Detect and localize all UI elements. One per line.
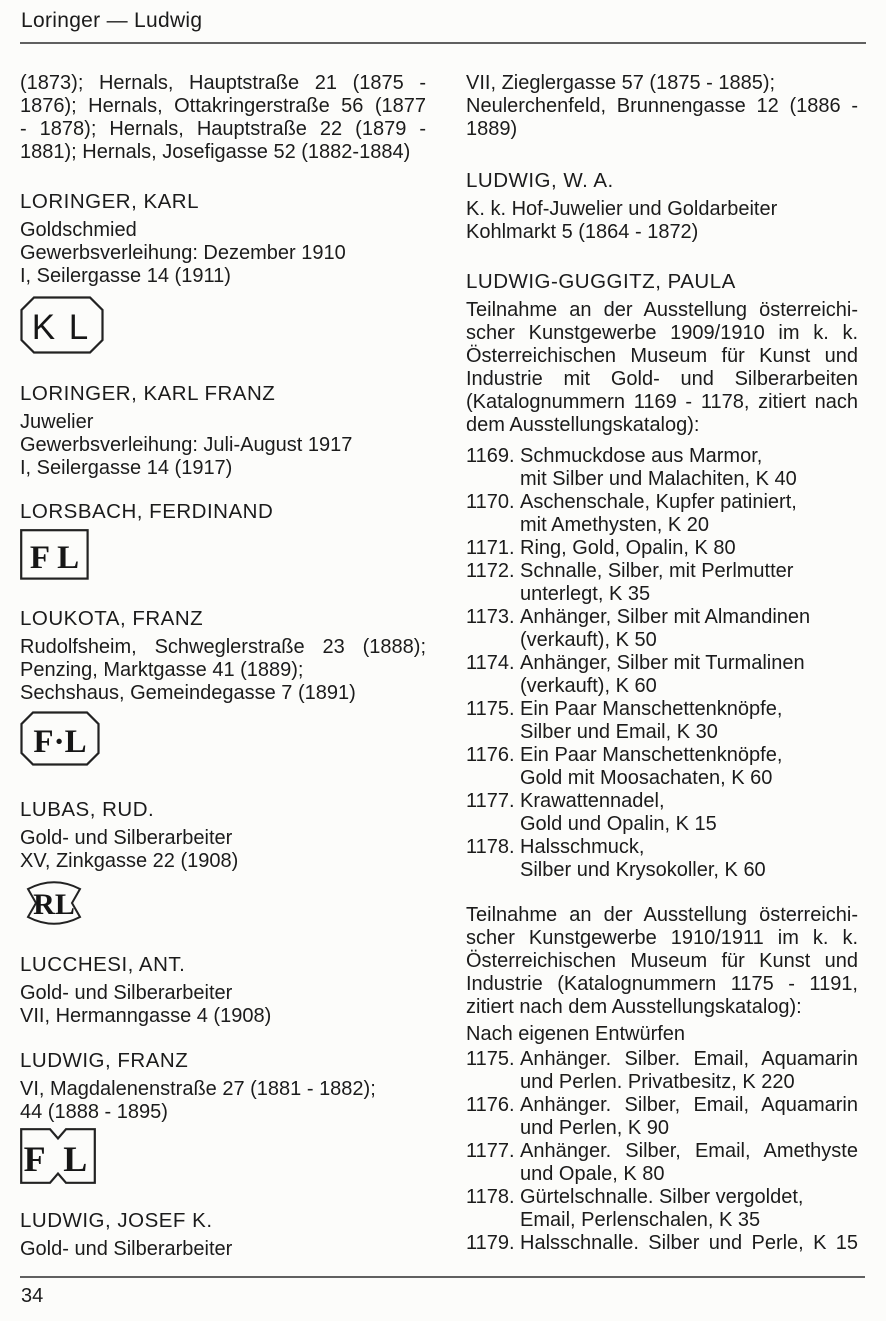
- catalog-item: [466, 1232, 858, 1255]
- paragraph-line: Österreichischen Museum für Kunst und: [466, 950, 858, 972]
- catalog-item: [466, 836, 858, 882]
- mark-letters: K L: [31, 308, 91, 347]
- paragraph-line: Teilnahme an der Ausstellung österreichi-: [466, 299, 858, 321]
- catalog-line: Schmuckdose aus Marmor,: [520, 445, 763, 467]
- makers-mark-fl-rectangle: [20, 529, 89, 580]
- paragraph-line: (1873); Hernals, Hauptstraße 21 (1875 -: [20, 72, 426, 94]
- catalog-item: [466, 1186, 858, 1232]
- catalog-line: unterlegt, K 35: [520, 583, 651, 605]
- catalog-number: 1175.: [466, 1048, 515, 1070]
- catalog-item: [466, 606, 858, 652]
- exhibition-paragraph-1909-1910: [466, 299, 858, 437]
- entry-loringer-karl: [20, 190, 426, 354]
- catalog-item: [466, 698, 858, 744]
- catalog-line: und Perlen. Privatbesitz, K 220: [520, 1071, 795, 1093]
- catalog-item: [466, 652, 858, 698]
- catalog-line: Gold mit Moosachaten, K 60: [520, 767, 773, 789]
- entry-line: Gold- und Silberarbeiter: [20, 1238, 233, 1260]
- catalog-number: 1171.: [466, 537, 515, 559]
- entry-name: LORINGER, KARL FRANZ: [20, 382, 276, 405]
- catalog-number: 1177.: [466, 1140, 515, 1162]
- entry-line: I, Seilergasse 14 (1917): [20, 457, 233, 479]
- catalog-line: Anhänger. Silber, Email, Aquamarin: [520, 1094, 858, 1116]
- entry-line: XV, Zinkgasse 22 (1908): [20, 850, 239, 872]
- entry-name: LOUKOTA, FRANZ: [20, 607, 204, 630]
- entry-line: Kohlmarkt 5 (1864 - 1872): [466, 221, 699, 243]
- catalog-line: Silber und Email, K 30: [520, 721, 718, 743]
- right-column: [466, 72, 858, 1261]
- entry-line: Rudolfsheim, Schweglerstraße 23 (1888);: [20, 636, 426, 658]
- entry-name: LUDWIG, W. A.: [466, 169, 614, 192]
- footer-rule: [20, 1276, 865, 1278]
- paragraph-line: Österreichischen Museum für Kunst und: [466, 345, 858, 367]
- makers-mark-fl-dot-octagon: [20, 711, 100, 766]
- catalog-line: und Perlen, K 90: [520, 1117, 669, 1139]
- catalog-number: 1169.: [466, 445, 515, 467]
- catalog-line: mit Amethysten, K 20: [520, 514, 709, 536]
- entry-line: VII, Hermanngasse 4 (1908): [20, 1005, 272, 1027]
- paragraph-line: - 1878); Hernals, Hauptstraße 22 (1879 -: [20, 118, 426, 140]
- catalog-line: (verkauft), K 60: [520, 675, 657, 697]
- entry-ludwig-guggitz-paula: [466, 270, 858, 1255]
- catalog-line: Gürtelschnalle. Silber vergoldet,: [520, 1186, 804, 1208]
- catalog-item: [466, 491, 858, 537]
- catalog-line: und Opale, K 80: [520, 1163, 665, 1185]
- catalog-line: Schnalle, Silber, mit Perlmutter: [520, 560, 794, 582]
- text-columns: [20, 72, 858, 1261]
- entry-name: LUDWIG, JOSEF K.: [20, 1209, 213, 1232]
- catalog-list-1: [466, 445, 858, 882]
- entry-name: LUCCHESI, ANT.: [20, 953, 186, 976]
- paragraph-line: Neulerchenfeld, Brunnengasse 12 (1886 -: [466, 95, 858, 117]
- catalog-item: [466, 445, 858, 491]
- catalog-line: Email, Perlenschalen, K 35: [520, 1209, 761, 1231]
- catalog-item: [466, 1048, 858, 1094]
- paragraph-line: Industrie mit Gold- und Silberarbeiten: [466, 368, 858, 390]
- entry-loukota-franz: [20, 607, 426, 766]
- catalog-item: [466, 790, 858, 836]
- catalog-line: Halsschnalle. Silber und Perle, K 15: [520, 1232, 858, 1254]
- makers-mark-rl-notched-oval: [20, 878, 88, 928]
- entry-line: K. k. Hof-Juwelier und Goldarbeiter: [466, 198, 778, 220]
- entry-line: Juwelier: [20, 411, 94, 433]
- catalog-list-2: [466, 1048, 858, 1255]
- catalog-line: (verkauft), K 50: [520, 629, 657, 651]
- catalog-line: Halsschmuck,: [520, 836, 645, 858]
- catalog-item: [466, 744, 858, 790]
- paragraph-line: dem Ausstellungskatalog):: [466, 414, 700, 436]
- catalog-subheading: Nach eigenen Entwürfen: [466, 1023, 686, 1045]
- catalog-line: Krawattennadel,: [520, 790, 665, 812]
- paragraph-line: 1889): [466, 118, 518, 140]
- entry-line: I, Seilergasse 14 (1911): [20, 265, 231, 287]
- catalog-line: mit Silber und Malachiten, K 40: [520, 468, 797, 490]
- paragraph-line: VII, Zieglergasse 57 (1875 - 1885);: [466, 72, 776, 94]
- catalog-item: [466, 1140, 858, 1186]
- catalog-number: 1177.: [466, 790, 515, 812]
- mark-letters: F L: [29, 540, 80, 576]
- mark-letters: F·L: [33, 724, 87, 760]
- catalog-number: 1178.: [466, 836, 515, 858]
- entry-ludwig-w-a: [466, 169, 858, 244]
- entry-loringer-karl-franz: [20, 382, 426, 480]
- catalog-item: [466, 537, 858, 560]
- mark-letters: F L: [23, 1139, 93, 1179]
- entry-line: Gold- und Silberarbeiter: [20, 982, 233, 1004]
- paragraph-line: scher Kunstgewerbe 1910/1911 im k. k.: [466, 927, 858, 949]
- entry-line: Gold- und Silberarbeiter: [20, 827, 233, 849]
- catalog-number: 1175.: [466, 698, 515, 720]
- entry-continuation-paragraph: [20, 72, 426, 164]
- paragraph-line: 1881); Hernals, Josefigasse 52 (1882-1884): [20, 141, 411, 163]
- entry-line: Sechshaus, Gemeindegasse 7 (1891): [20, 682, 356, 704]
- entry-continuation-paragraph: [466, 72, 858, 141]
- header-rule: [20, 42, 866, 44]
- paragraph-line: Industrie (Katalognummern 1175 - 1191,: [466, 973, 858, 995]
- catalog-line: Anhänger. Silber. Email, Aquamarin: [520, 1048, 858, 1070]
- entry-line: VI, Magdalenenstraße 27 (1881 - 1882);: [20, 1078, 376, 1100]
- catalog-number: 1174.: [466, 652, 515, 674]
- paragraph-line: scher Kunstgewerbe 1909/1910 im k. k.: [466, 322, 858, 344]
- entry-line: 44 (1888 - 1895): [20, 1101, 168, 1123]
- page-number: 34: [21, 1285, 44, 1307]
- paragraph-line: zitiert nach dem Ausstellungskatalog):: [466, 996, 802, 1018]
- catalog-line: Anhänger, Silber mit Turmalinen: [520, 652, 805, 674]
- paragraph-line: Teilnahme an der Ausstellung österreichi-: [466, 904, 858, 926]
- entry-name: LUDWIG, FRANZ: [20, 1049, 189, 1072]
- running-header: [21, 9, 202, 33]
- catalog-line: Ein Paar Manschettenknöpfe,: [520, 698, 783, 720]
- catalog-line: Gold und Opalin, K 15: [520, 813, 717, 835]
- makers-mark-kl-octagon: [20, 296, 104, 354]
- entry-line: Penzing, Marktgasse 41 (1889);: [20, 659, 304, 681]
- catalog-line: Ein Paar Manschettenknöpfe,: [520, 744, 783, 766]
- catalog-line: Silber und Krysokoller, K 60: [520, 859, 766, 881]
- makers-mark-fl-notched-rectangle: [20, 1128, 96, 1184]
- catalog-line: Ring, Gold, Opalin, K 80: [520, 537, 736, 559]
- paragraph-line: 1876); Hernals, Ottakringerstraße 56 (1877: [20, 95, 426, 117]
- catalog-number: 1178.: [466, 1186, 515, 1208]
- catalog-line: Aschenschale, Kupfer patiniert,: [520, 491, 797, 513]
- entry-line: Goldschmied: [20, 219, 137, 241]
- entry-line: Gewerbsverleihung: Juli-August 1917: [20, 434, 353, 456]
- catalog-number: 1170.: [466, 491, 515, 513]
- entry-ludwig-josef-k: [20, 1209, 426, 1261]
- entry-line: Gewerbsverleihung: Dezember 1910: [20, 242, 346, 264]
- left-column: [20, 72, 426, 1261]
- entry-lucchesi-ant: [20, 953, 426, 1028]
- entry-lorsbach-ferdinand: [20, 500, 426, 580]
- catalog-number: 1176.: [466, 1094, 515, 1116]
- catalog-line: Anhänger. Silber, Email, Amethyste: [520, 1140, 858, 1162]
- paragraph-line: (Katalognummern 1169 - 1178, zitiert nach: [466, 391, 858, 413]
- catalog-item: [466, 1094, 858, 1140]
- catalog-number: 1172.: [466, 560, 515, 582]
- entry-ludwig-franz: [20, 1049, 426, 1184]
- entry-name: LUBAS, RUD.: [20, 798, 155, 821]
- catalog-line: Anhänger, Silber mit Almandinen: [520, 606, 811, 628]
- entry-name: LORINGER, KARL: [20, 190, 200, 213]
- catalog-number: 1176.: [466, 744, 515, 766]
- mark-letters: RL: [33, 888, 75, 921]
- entry-name: LORSBACH, FERDINAND: [20, 500, 274, 523]
- catalog-number: 1179.: [466, 1232, 515, 1254]
- catalog-item: [466, 560, 858, 606]
- entry-lubas-rud: [20, 798, 426, 928]
- exhibition-paragraph-1910-1911: [466, 904, 858, 1019]
- entry-name: LUDWIG-GUGGITZ, PAULA: [466, 270, 736, 293]
- catalog-number: 1173.: [466, 606, 515, 628]
- running-header-title: Loringer — Ludwig: [21, 9, 203, 32]
